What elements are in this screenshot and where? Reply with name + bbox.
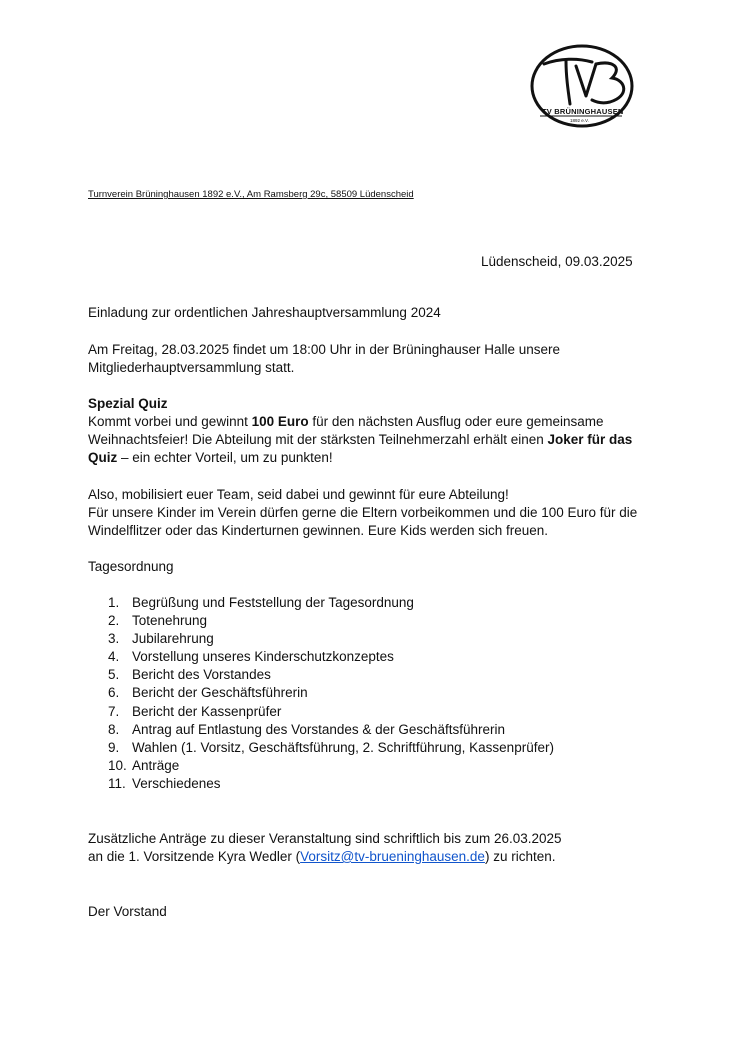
quiz-prize: 100 Euro	[251, 414, 309, 429]
closing-line-2: an die 1. Vorsitzende Kyra Wedler (Vorsitz@tv-brueninghausen.de) zu richten.	[88, 849, 556, 864]
quiz-line-3: Quiz – ein echter Vorteil, um zu punkten!	[88, 450, 333, 465]
logo-founded: 1892 e.V.	[570, 118, 589, 123]
quiz-joker: Joker für das	[547, 432, 633, 447]
mobilize-line-3: Windelflitzer oder das Kinderturnen gewinnen. Eure Kids werden sich freuen.	[88, 523, 549, 538]
agenda-item: 11. Verschiedenes	[108, 775, 221, 791]
intro-line-1: Am Freitag, 28.03.2025 findet um 18:00 Uhr in der Brüninghauser Halle unsere	[88, 342, 561, 357]
sender-address: Turnverein Brüninghausen 1892 e.V., Am Ramsberg 29c, 58509 Lüdenscheid	[88, 189, 414, 200]
quiz-line-1: Kommt vorbei und gewinnt 100 Euro für den nächsten Ausflug oder eure gemeinsame	[88, 414, 604, 429]
mobilize-paragraph	[88, 486, 668, 540]
agenda-list	[108, 594, 554, 793]
quiz-line-2: Weihnachtsfeier! Die Abteilung mit der stärksten Teilnehmerzahl erhält einen Joker für das	[88, 432, 633, 447]
mobilize-line-1: Also, mobilisiert euer Team, seid dabei und gewinnt für eure Abteilung!	[88, 487, 509, 502]
agenda-item: 8. Antrag auf Entlastung des Vorstandes & der Geschäftsführerin	[108, 721, 505, 737]
logo-club-name: TV BRÜNINGHAUSEN	[542, 107, 624, 116]
club-logo-emblem	[526, 44, 638, 138]
subject-text: Einladung zur ordentlichen Jahreshauptversammlung 2024	[88, 305, 441, 320]
closing-line-1: Zusätzliche Anträge zu dieser Veranstaltung sind schriftlich bis zum 26.03.2025	[88, 831, 562, 846]
agenda-item: 9. Wahlen (1. Vorsitz, Geschäftsführung, 2. Schriftführung, Kassenprüfer)	[108, 739, 554, 755]
closing-paragraph	[88, 830, 668, 866]
agenda-item: 10. Anträge	[108, 757, 180, 773]
signature: Der Vorstand	[88, 904, 167, 919]
mobilize-line-2: Für unsere Kinder im Verein dürfen gerne die Eltern vorbeikommen und die 100 Euro für die	[88, 505, 638, 520]
subject-line	[88, 304, 668, 322]
agenda-item: 1. Begrüßung und Feststellung der Tagesordnung	[108, 595, 414, 610]
agenda-title: Tagesordnung	[88, 559, 174, 574]
agenda-item: 5. Bericht des Vorstandes	[108, 667, 271, 683]
intro-paragraph	[88, 341, 668, 377]
agenda-item: 6. Bericht der Geschäftsführerin	[108, 685, 308, 701]
agenda-item: 4. Vorstellung unseres Kinderschutzkonzeptes	[108, 649, 394, 665]
agenda-item: 7. Bericht der Kassenprüfer	[108, 703, 282, 719]
agenda-item: 3. Jubilarehrung	[108, 631, 214, 647]
quiz-section	[88, 395, 668, 467]
agenda-title-block	[88, 558, 668, 576]
agenda-item: 2. Totenehrung	[108, 613, 208, 629]
email-link[interactable]: Vorsitz@tv-brueninghausen.de	[300, 849, 485, 864]
letter-date: Lüdenscheid, 09.03.2025	[481, 254, 633, 269]
club-logo	[526, 44, 638, 138]
signature-block	[88, 903, 668, 921]
quiz-heading: Spezial Quiz	[88, 396, 168, 411]
intro-line-2: Mitgliederhauptversammlung statt.	[88, 360, 295, 375]
